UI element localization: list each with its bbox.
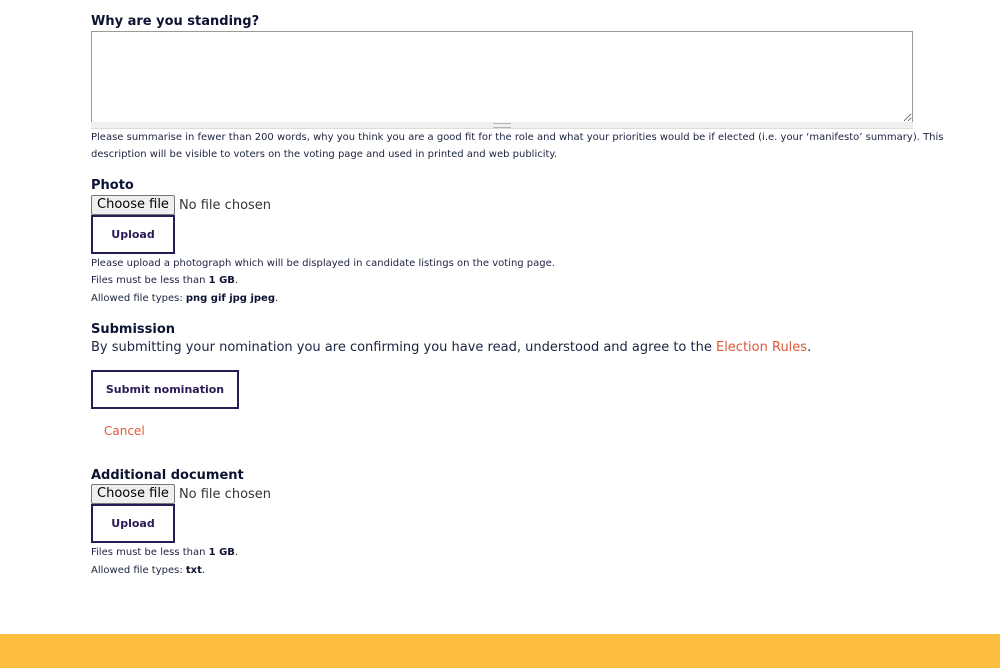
submit-nomination-button[interactable]: Submit nomination xyxy=(91,370,239,409)
document-size-suffix: . xyxy=(234,547,239,558)
photo-size-prefix: Files must be less than xyxy=(91,275,209,286)
additional-document-file-input[interactable] xyxy=(91,484,271,504)
document-size-prefix: Files must be less than xyxy=(91,547,209,558)
statement-field-wrap xyxy=(91,31,913,128)
statement-label: Why are you standing? xyxy=(91,14,260,29)
additional-document-label: Additional document xyxy=(91,468,244,483)
document-types-prefix: Allowed file types: xyxy=(91,565,186,576)
document-size-limit xyxy=(91,544,238,561)
document-size-value: 1 GB xyxy=(208,547,235,558)
document-upload-button[interactable]: Upload xyxy=(91,504,175,543)
document-no-file-text: No file chosen xyxy=(178,486,272,502)
statement-help-line-2: description will be visible to voters on the voting page and used in printed and web publicity. xyxy=(91,149,558,160)
photo-allowed-types xyxy=(91,290,278,307)
photo-help-text: Please upload a photograph which will be displayed in candidate listings on the voting page. xyxy=(91,258,555,269)
statement-help-line-1: Please summarise in fewer than 200 words, why you think you are a good fit for the role and what your priorities would be if elected (i.e. your ‘manifesto’ summary). This xyxy=(91,132,944,143)
photo-size-limit xyxy=(91,272,238,289)
photo-no-file-text: No file chosen xyxy=(178,197,272,213)
cancel-link[interactable]: Cancel xyxy=(104,424,145,438)
document-types-suffix: . xyxy=(201,565,206,576)
site-footer xyxy=(0,634,1000,668)
photo-size-value: 1 GB xyxy=(208,275,235,286)
submission-text-suffix: . xyxy=(807,340,812,355)
submission-statement: By submitting your nomination you are confirming you have read, understood and agree to the xyxy=(91,340,716,355)
photo-file-input[interactable] xyxy=(91,195,271,215)
textarea-resize-grip[interactable] xyxy=(91,122,913,129)
photo-label: Photo xyxy=(91,178,134,193)
election-rules-link[interactable]: Election Rules xyxy=(715,340,808,355)
document-choose-file-button[interactable]: Choose file xyxy=(91,484,175,504)
photo-size-suffix: . xyxy=(234,275,239,286)
document-types-value: txt xyxy=(185,565,202,576)
photo-types-value: png gif jpg jpeg xyxy=(185,293,275,304)
photo-choose-file-button[interactable]: Choose file xyxy=(91,195,175,215)
photo-upload-button[interactable]: Upload xyxy=(91,215,175,254)
document-allowed-types xyxy=(91,562,205,579)
photo-types-suffix: . xyxy=(274,293,279,304)
statement-textarea[interactable] xyxy=(91,31,913,123)
photo-types-prefix: Allowed file types: xyxy=(91,293,186,304)
submission-text xyxy=(91,340,811,355)
grip-handle-icon xyxy=(493,123,511,128)
submission-label: Submission xyxy=(91,322,176,337)
